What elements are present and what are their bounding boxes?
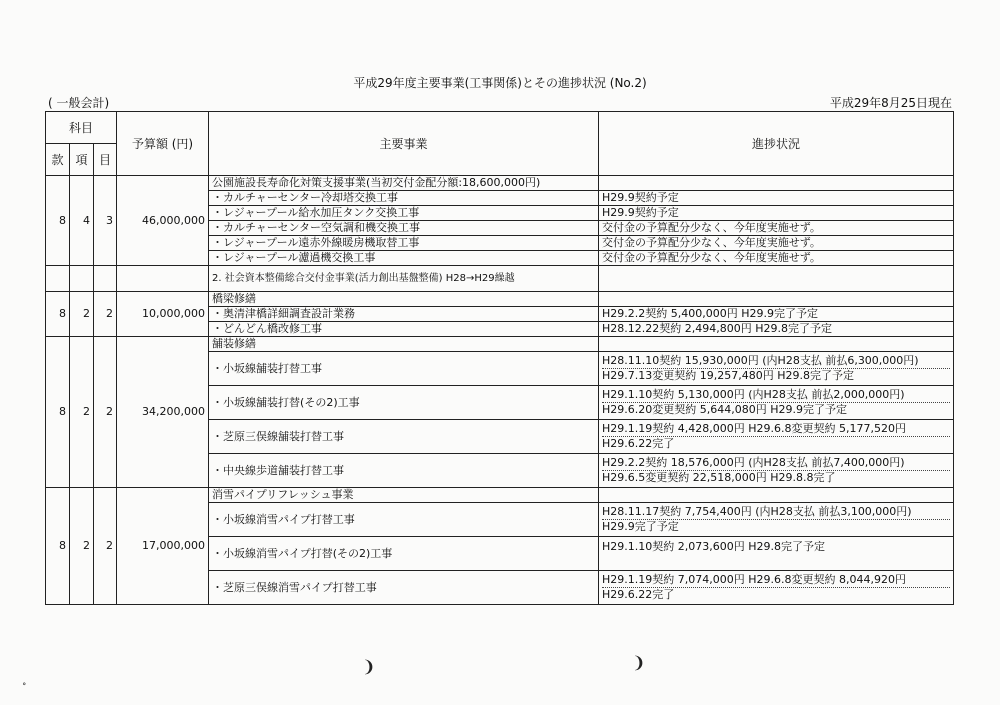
project-item: ・小坂線消雪パイプ打替工事 [209, 503, 599, 537]
status-line: H29.6.22完了 [602, 437, 675, 450]
scan-mark: ❩ [632, 653, 646, 672]
project-item: ・小坂線舗装打替(その2)工事 [209, 386, 599, 420]
status-line: H29.1.10契約 5,130,000円 (内H28支払 前払2,000,000円) [602, 388, 950, 403]
progress-table [45, 111, 954, 605]
section-title: 舗装修繕 [209, 337, 599, 352]
project-item: ・どんどん橋改修工事 [209, 322, 599, 337]
status-cell: H29.9契約予定 [599, 206, 954, 221]
project-item: ・中央線歩道舗装打替工事 [209, 454, 599, 488]
status-line: H29.7.13変更契約 19,257,480円 H29.8完了予定 [602, 369, 855, 382]
as-of-date: 平成29年8月25日現在 [829, 96, 952, 110]
status-cell [599, 337, 954, 352]
kamoku-header: 科目 [46, 112, 117, 144]
status-cell [599, 503, 954, 537]
moku-cell [94, 266, 117, 292]
project-item: ・カルチャーセンター空気調和機交換工事 [209, 221, 599, 236]
kou-cell: 2 [70, 292, 94, 337]
status-line: H29.6.20変更契約 5,644,080円 H29.9完了予定 [602, 403, 848, 416]
scan-mark: ❩ [362, 657, 376, 676]
project-header: 主要事業 [209, 112, 599, 176]
project-item: ・レジャープール給水加圧タンク交換工事 [209, 206, 599, 221]
table-row [46, 337, 954, 352]
kou-cell: 4 [70, 176, 94, 266]
moku-cell: 3 [94, 176, 117, 266]
moku-header: 目 [94, 144, 117, 176]
section-title: 橋梁修繕 [209, 292, 599, 307]
budget-cell: 10,000,000 [117, 292, 209, 337]
status-line: H29.6.22完了 [602, 588, 675, 601]
status-cell [599, 386, 954, 420]
project-item: ・芝原三俣線舗装打替工事 [209, 420, 599, 454]
status-cell: 交付金の予算配分少なく、今年度実施せず。 [599, 251, 954, 266]
budget-cell [117, 266, 209, 292]
status-line: H29.1.10契約 2,073,600円 H29.8完了予定 [602, 540, 826, 553]
status-cell [599, 454, 954, 488]
budget-cell: 46,000,000 [117, 176, 209, 266]
project-item: ・レジャープール遠赤外線暖房機取替工事 [209, 236, 599, 251]
kan-cell [46, 266, 70, 292]
status-cell [599, 537, 954, 571]
section-title: 公園施設長寿命化対策支援事業(当初交付金配分額:18,600,000円) [209, 176, 599, 191]
kan-cell: 8 [46, 488, 70, 605]
status-line: H28.11.10契約 15,930,000円 (内H28支払 前払6,300,000円) [602, 354, 950, 369]
kou-cell: 2 [70, 337, 94, 488]
status-cell [599, 292, 954, 307]
scan-mark: ˳ [22, 676, 27, 686]
budget-cell: 17,000,000 [117, 488, 209, 605]
project-item: ・奥清津橋詳細調査設計業務 [209, 307, 599, 322]
status-line: H29.9完了予定 [602, 520, 679, 533]
status-cell [599, 488, 954, 503]
budget-header: 予算額 (円) [117, 112, 209, 176]
status-cell: H28.12.22契約 2,494,800円 H29.8完了予定 [599, 322, 954, 337]
kou-header: 項 [70, 144, 94, 176]
status-header: 進捗状況 [599, 112, 954, 176]
project-item: ・カルチャーセンター冷却塔交換工事 [209, 191, 599, 206]
kan-cell: 8 [46, 292, 70, 337]
document-title: 平成29年度主要事業(工事関係)とその進捗状況 (No.2) [353, 76, 647, 90]
status-cell [599, 266, 954, 292]
status-line: H29.1.19契約 7,074,000円 H29.6.8変更契約 8,044,920円 [602, 573, 950, 588]
status-line: H29.6.5変更契約 22,518,000円 H29.8.8完了 [602, 471, 836, 484]
kan-cell: 8 [46, 337, 70, 488]
table-row [46, 488, 954, 503]
kan-header: 款 [46, 144, 70, 176]
status-cell: 交付金の予算配分少なく、今年度実施せず。 [599, 221, 954, 236]
status-cell: 交付金の予算配分少なく、今年度実施せず。 [599, 236, 954, 251]
section-title: 消雪パイプリフレッシュ事業 [209, 488, 599, 503]
status-cell [599, 352, 954, 386]
status-line: H29.1.19契約 4,428,000円 H29.6.8変更契約 5,177,520円 [602, 422, 950, 437]
budget-cell: 34,200,000 [117, 337, 209, 488]
status-cell [599, 176, 954, 191]
table-row [46, 292, 954, 307]
table-row [46, 176, 954, 191]
kou-cell: 2 [70, 488, 94, 605]
project-item: ・レジャープール濾過機交換工事 [209, 251, 599, 266]
moku-cell: 2 [94, 488, 117, 605]
status-cell [599, 571, 954, 605]
header-row [46, 112, 954, 144]
project-item: ・小坂線舗装打替工事 [209, 352, 599, 386]
table-row [46, 266, 954, 292]
status-cell: H29.2.2契約 5,400,000円 H29.9完了予定 [599, 307, 954, 322]
moku-cell: 2 [94, 292, 117, 337]
section-title: 2. 社会資本整備総合交付金事業(活力創出基盤整備) H28→H29繰越 [209, 266, 599, 292]
moku-cell: 2 [94, 337, 117, 488]
status-cell: H29.9契約予定 [599, 191, 954, 206]
kou-cell [70, 266, 94, 292]
kan-cell: 8 [46, 176, 70, 266]
project-item: ・小坂線消雪パイプ打替(その2)工事 [209, 537, 599, 571]
status-line: H29.2.2契約 18,576,000円 (内H28支払 前払7,400,000円) [602, 456, 950, 471]
account-label: ( 一般会計) [48, 96, 110, 110]
project-item: ・芝原三俣線消雪パイプ打替工事 [209, 571, 599, 605]
status-line: H28.11.17契約 7,754,400円 (内H28支払 前払3,100,000円) [602, 505, 950, 520]
status-cell [599, 420, 954, 454]
